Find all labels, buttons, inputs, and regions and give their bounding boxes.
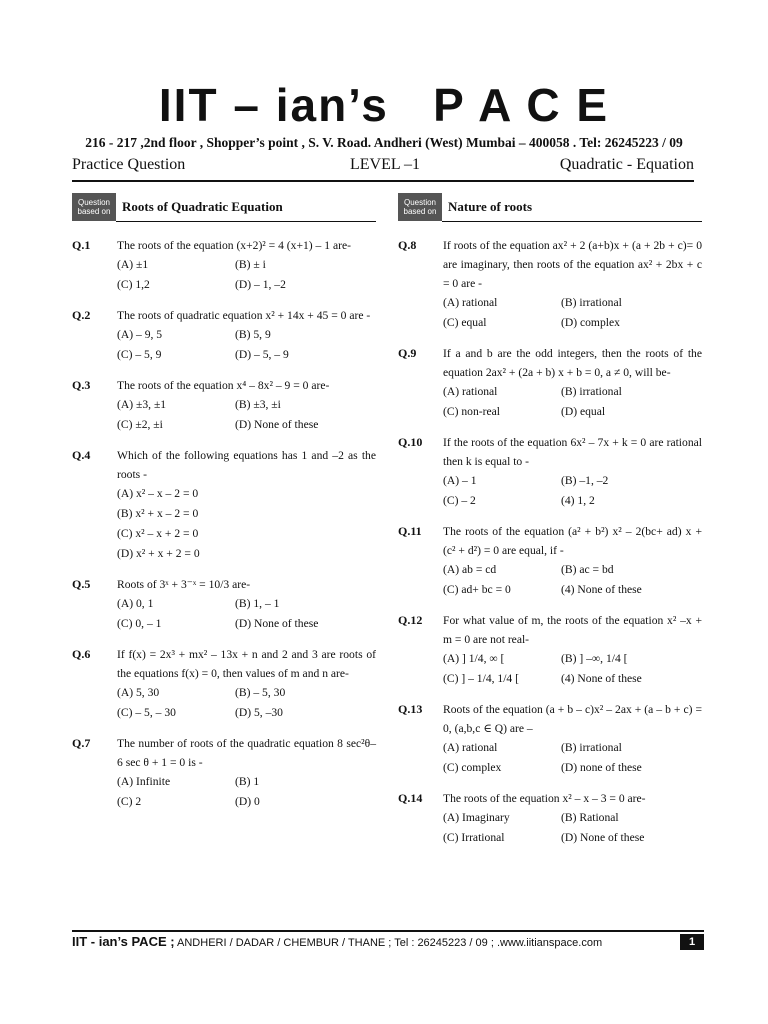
answer-option: (C) Irrational — [443, 831, 505, 844]
question-text: If roots of the equation ax² + 2 (a+b)x + (a + 2b + c)= 0 are imaginary, then roots of the equation ax² + 2bx + c = 0 are - — [443, 239, 702, 290]
answer-options — [443, 471, 702, 510]
answer-option: (C) 2 — [117, 795, 142, 808]
answer-option: (C) x² – x + 2 = 0 — [117, 527, 199, 540]
question-item — [72, 446, 376, 563]
answer-options — [117, 772, 376, 811]
question-text: Which of the following equations has 1 and –2 as the roots - — [117, 449, 376, 481]
answer-option: (A) Infinite — [117, 775, 171, 788]
question-text: If f(x) = 2x³ + mx² – 13x + n and 2 and 3 are roots of the equations f(x) = 0, then values of m and n are- — [117, 648, 376, 680]
question-item — [72, 306, 376, 364]
answer-options — [443, 382, 702, 421]
question-item — [72, 734, 376, 811]
answer-option: (A) rational — [443, 741, 498, 754]
footer-brand: IIT - ian’s PACE ; — [72, 934, 175, 949]
question-number: Q.7 — [72, 736, 91, 750]
answer-option: (A) – 1 — [443, 474, 477, 487]
title-level: LEVEL –1 — [350, 156, 421, 173]
answer-option: (D) – 5, – 9 — [235, 348, 289, 361]
answer-option: (B) irrational — [561, 741, 622, 754]
answer-options — [117, 594, 376, 633]
question-number: Q.1 — [72, 238, 91, 252]
answer-option: (B) ac = bd — [561, 563, 614, 576]
answer-options — [117, 395, 376, 434]
answer-option: (C) ad+ bc = 0 — [443, 583, 511, 596]
answer-option: (B) x² + x – 2 = 0 — [117, 507, 199, 520]
question-text: For what value of m, the roots of the equation x² –x + m = 0 are not real- — [443, 614, 702, 646]
question-number: Q.9 — [398, 346, 417, 360]
question-number: Q.11 — [398, 524, 422, 538]
answer-option: (C) complex — [443, 761, 502, 774]
question-number: Q.5 — [72, 577, 91, 591]
answer-option: (4) 1, 2 — [561, 494, 595, 507]
topic-header — [398, 192, 702, 222]
question-item — [72, 376, 376, 434]
question-item — [398, 700, 702, 777]
question-list — [398, 236, 702, 847]
answer-options — [117, 484, 376, 563]
topic-title: Nature of roots — [442, 193, 702, 222]
answer-option: (D) 5, –30 — [235, 706, 283, 719]
question-item — [72, 236, 376, 294]
footer-text: ANDHERI / DADAR / CHEMBUR / THANE ; Tel : 26245223 / 09 ; .www.iitianspace.com — [174, 937, 603, 949]
answer-option: (B) ] –∞, 1/4 [ — [561, 652, 628, 665]
answer-option: (D) None of these — [235, 617, 319, 630]
question-item — [398, 433, 702, 510]
answer-options — [443, 738, 702, 777]
topic-header — [72, 192, 376, 222]
answer-options — [443, 560, 702, 599]
answer-options — [443, 293, 702, 332]
answer-options — [117, 683, 376, 722]
question-number: Q.12 — [398, 613, 423, 627]
question-text: The number of roots of the quadratic equation 8 sec²θ– 6 sec θ + 1 = 0 is - — [117, 737, 376, 769]
question-number: Q.4 — [72, 448, 91, 462]
question-text: If the roots of the equation 6x² – 7x + k = 0 are rational then k is equal to - — [443, 436, 702, 468]
answer-options — [117, 325, 376, 364]
answer-option: (D) complex — [561, 316, 620, 329]
answer-option: (C) 1,2 — [117, 278, 150, 291]
answer-option: (D) none of these — [561, 761, 642, 774]
answer-option: (4) None of these — [561, 583, 642, 596]
question-item — [398, 789, 702, 847]
question-tag: Question based on — [72, 193, 116, 221]
answer-option: (A) 5, 30 — [117, 686, 160, 699]
answer-option: (A) ] 1/4, ∞ [ — [443, 652, 505, 665]
question-number: Q.2 — [72, 308, 91, 322]
title-topic: Quadratic - Equation — [559, 156, 694, 173]
answer-options — [117, 255, 376, 294]
question-number: Q.3 — [72, 378, 91, 392]
answer-option: (A) rational — [443, 296, 498, 309]
answer-option: (C) non-real — [443, 405, 500, 418]
footer — [72, 930, 704, 954]
answer-option: (A) ±3, ±1 — [117, 398, 167, 411]
question-text: The roots of quadratic equation x² + 14x + 45 = 0 are - — [117, 309, 371, 322]
question-item — [398, 236, 702, 332]
question-number: Q.13 — [398, 702, 423, 716]
answer-option: (C) equal — [443, 316, 487, 329]
answer-option: (B) 5, 9 — [235, 328, 271, 341]
answer-option: (B) –1, –2 — [561, 474, 609, 487]
answer-option: (B) 1 — [235, 775, 260, 788]
answer-option: (C) ±2, ±i — [117, 418, 163, 431]
answer-options — [443, 808, 702, 847]
page-number: 1 — [680, 934, 704, 950]
answer-option: (C) ] – 1/4, 1/4 [ — [443, 672, 519, 685]
answer-option: (A) ±1 — [117, 258, 149, 271]
answer-option: (B) irrational — [561, 296, 622, 309]
answer-option: (4) None of these — [561, 672, 642, 685]
question-text: The roots of the equation (a² + b²) x² – 2(bc+ ad) x + (c² + d²) = 0 are equal, if - — [443, 525, 702, 557]
answer-option: (B) – 5, 30 — [235, 686, 286, 699]
question-number: Q.8 — [398, 238, 417, 252]
answer-option: (D) None of these — [561, 831, 645, 844]
answer-option: (B) Rational — [561, 811, 619, 824]
question-text: The roots of the equation x² – x – 3 = 0 are- — [443, 792, 646, 805]
topic-title: Roots of Quadratic Equation — [116, 193, 376, 222]
question-number: Q.14 — [398, 791, 423, 805]
answer-option: (B) ±3, ±i — [235, 398, 281, 411]
answer-option: (D) 0 — [235, 795, 260, 808]
answer-option: (B) 1, – 1 — [235, 597, 280, 610]
answer-option: (D) equal — [561, 405, 606, 418]
left-column — [72, 192, 376, 823]
question-list — [72, 236, 376, 811]
answer-option: (D) x² + x + 2 = 0 — [117, 547, 200, 560]
question-item — [398, 344, 702, 421]
answer-option: (C) – 5, – 30 — [117, 706, 176, 719]
answer-option: (C) 0, – 1 — [117, 617, 162, 630]
answer-options — [443, 649, 702, 688]
answer-option: (D) – 1, –2 — [235, 278, 286, 291]
answer-option: (A) Imaginary — [443, 811, 510, 824]
title-left: Practice Question — [72, 156, 186, 173]
answer-option: (C) – 2 — [443, 494, 476, 507]
answer-option: (A) – 9, 5 — [117, 328, 163, 341]
address-line: 216 - 217 ,2nd floor , Shopper’s point , S. V. Road. Andheri (West) Mumbai – 400058 . Tel: 26245223 / 09 — [85, 135, 683, 150]
question-item — [72, 645, 376, 722]
question-text: The roots of the equation x⁴ – 8x² – 9 = 0 are- — [117, 379, 330, 392]
right-column — [398, 192, 702, 859]
title-bar — [72, 156, 694, 182]
question-number: Q.6 — [72, 647, 91, 661]
question-item — [398, 522, 702, 599]
question-item — [398, 611, 702, 688]
question-item — [72, 575, 376, 633]
brand-title: IIT – ian’s P A C E — [158, 79, 610, 131]
question-text: If a and b are the odd integers, then the roots of the equation 2ax² + (2a + b) x + b = 0, a ≠ 0, will be- — [443, 347, 702, 379]
question-text: The roots of the equation (x+2)² = 4 (x+1) – 1 are- — [117, 239, 351, 252]
answer-option: (A) ab = cd — [443, 563, 497, 576]
question-text: Roots of 3ˣ + 3⁻ˣ = 10/3 are- — [117, 578, 251, 591]
question-tag: Question based on — [398, 193, 442, 221]
answer-option: (D) None of these — [235, 418, 319, 431]
answer-option: (B) ± i — [235, 258, 266, 271]
answer-option: (A) 0, 1 — [117, 597, 154, 610]
answer-option: (A) x² – x – 2 = 0 — [117, 487, 199, 500]
question-number: Q.10 — [398, 435, 423, 449]
answer-option: (C) – 5, 9 — [117, 348, 162, 361]
question-text: Roots of the equation (a + b – c)x² – 2ax + (a – b + c) = 0, (a,b,c ∈ Q) are – — [443, 703, 702, 735]
answer-option: (B) irrational — [561, 385, 622, 398]
answer-option: (A) rational — [443, 385, 498, 398]
